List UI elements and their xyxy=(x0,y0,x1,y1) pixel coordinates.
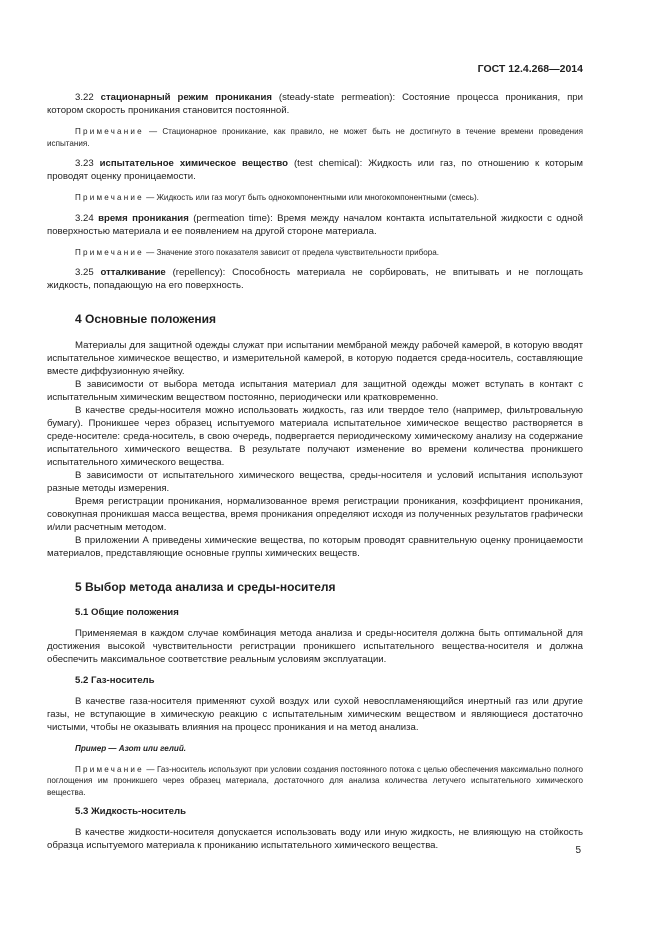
note: Примечание — Стационарное проникание, как правило, не может быть не достигнуто в течение времени проведения испытания. xyxy=(47,127,583,148)
paragraph: Время регистрации проникания, нормализованное время регистрации проникания, коэффициент проникания, совокупная проникшая масса вещества, время проникания определяют исходя из полученных результатов графически и/или расчетным методом. xyxy=(47,496,583,533)
example: Пример — Азот или гелий. xyxy=(75,744,187,753)
definition-3-22: 3.22 стационарный режим проникания (steady-state permeation): Состояние процесса проникания, при котором скорость проникания становится постоянной. xyxy=(47,92,583,116)
paragraph: В зависимости от выбора метода испытания материал для защитной одежды может вступать в контакт с испытательным химическим веществом постоянно, периодически или кратковременно. xyxy=(47,379,583,403)
paragraph: В приложении А приведены химические вещества, по которым проводят сравнительную оценку проницаемости материалов, представляющие основные группы химических веществ. xyxy=(47,535,583,559)
term: отталкивание xyxy=(100,267,166,278)
subsection-5-3-heading: 5.3 Жидкость-носитель xyxy=(75,806,186,817)
paragraph: Применяемая в каждом случае комбинация метода анализа и среды-носителя должна быть оптимальной для достижения высокой чувствительности регистрации проникшего испытательного вещества-носителя и должна обеспечить максимальное соответствие реальным условиям эксплуатации. xyxy=(47,628,583,665)
note: Примечание — Жидкость или газ могут быть однокомпонентными или многокомпонентными (смесь). xyxy=(75,193,479,202)
paragraph: В зависимости от испытательного химического вещества, среды-носителя и условий испытания используют разные методы измерения. xyxy=(47,470,583,494)
subsection-5-1-heading: 5.1 Общие положения xyxy=(75,607,179,618)
definition-3-25: 3.25 отталкивание (repellency): Способность материала не сорбировать, не впитывать и не поглощать жидкость, попадающую на его поверхность. xyxy=(47,267,583,291)
term: стационарный режим проникания xyxy=(100,92,272,103)
standard-header: ГОСТ 12.4.268—2014 xyxy=(477,63,583,75)
subsection-5-2-heading: 5.2 Газ-носитель xyxy=(75,675,155,686)
paragraph: В качестве среды-носителя можно использовать жидкость, газ или твердое тело (например, фильтровальную бумагу). Проникшее через образец испытуемого материала испытательное химическое вещество растворяется в среде-носителе: среда-носитель, в свою очередь, подвергается периодическому химическому анализу на содержание испытательного химического вещества. В результате получают изменение во времени количества проникшего испытательного химического вещества. xyxy=(47,405,583,468)
page-number: 5 xyxy=(575,845,581,856)
definition-3-24: 3.24 время проникания (permeation time): Время между началом контакта испытательной жидкости с одной поверхностью материала и ее появлением на другой стороне материала. xyxy=(47,212,583,237)
paragraph: В качестве жидкости-носителя допускается использовать воду или иную жидкость, не влияющую на стойкость образца испытуемого материала к прониканию испытательного химического вещества. xyxy=(47,827,583,851)
page-body xyxy=(47,91,583,861)
definition-3-23: 3.23 испытательное химическое вещество (test chemical): Жидкость или газ, по отношению к которым проводят оценку проницаемости. xyxy=(47,158,583,182)
paragraph: В качестве газа-носителя применяют сухой воздух или сухой невоспламеняющийся инертный газ или другие газы, не вступающие в химическую реакцию с испытательным химическим веществом и являющиеся достаточно чистыми, чтобы не оказывать влияния на процесс проникания и на метод анализа. xyxy=(47,696,583,733)
section-4-heading: 4 Основные положения xyxy=(75,312,217,326)
note: Примечание — Газ-носитель используют при условии создания постоянного потока с целью обеспечения максимально полного поглощения им проникшего через образец материала, достаточного для анализа количества летучего испытательного химического вещества. xyxy=(47,764,583,797)
term: время проникания xyxy=(98,212,189,224)
term: испытательное химическое вещество xyxy=(99,158,289,169)
note: Примечание — Значение этого показателя зависит от предела чувствительности прибора. xyxy=(75,247,440,257)
section-5-heading: 5 Выбор метода анализа и среды-носителя xyxy=(75,580,336,594)
paragraph: Материалы для защитной одежды служат при испытании мембраной между рабочей камерой, в которую вводят испытательное химическое вещество, и измерительной камерой, в которую подается среда-носитель, составляющие вместе диффузионную ячейку. xyxy=(47,340,583,377)
